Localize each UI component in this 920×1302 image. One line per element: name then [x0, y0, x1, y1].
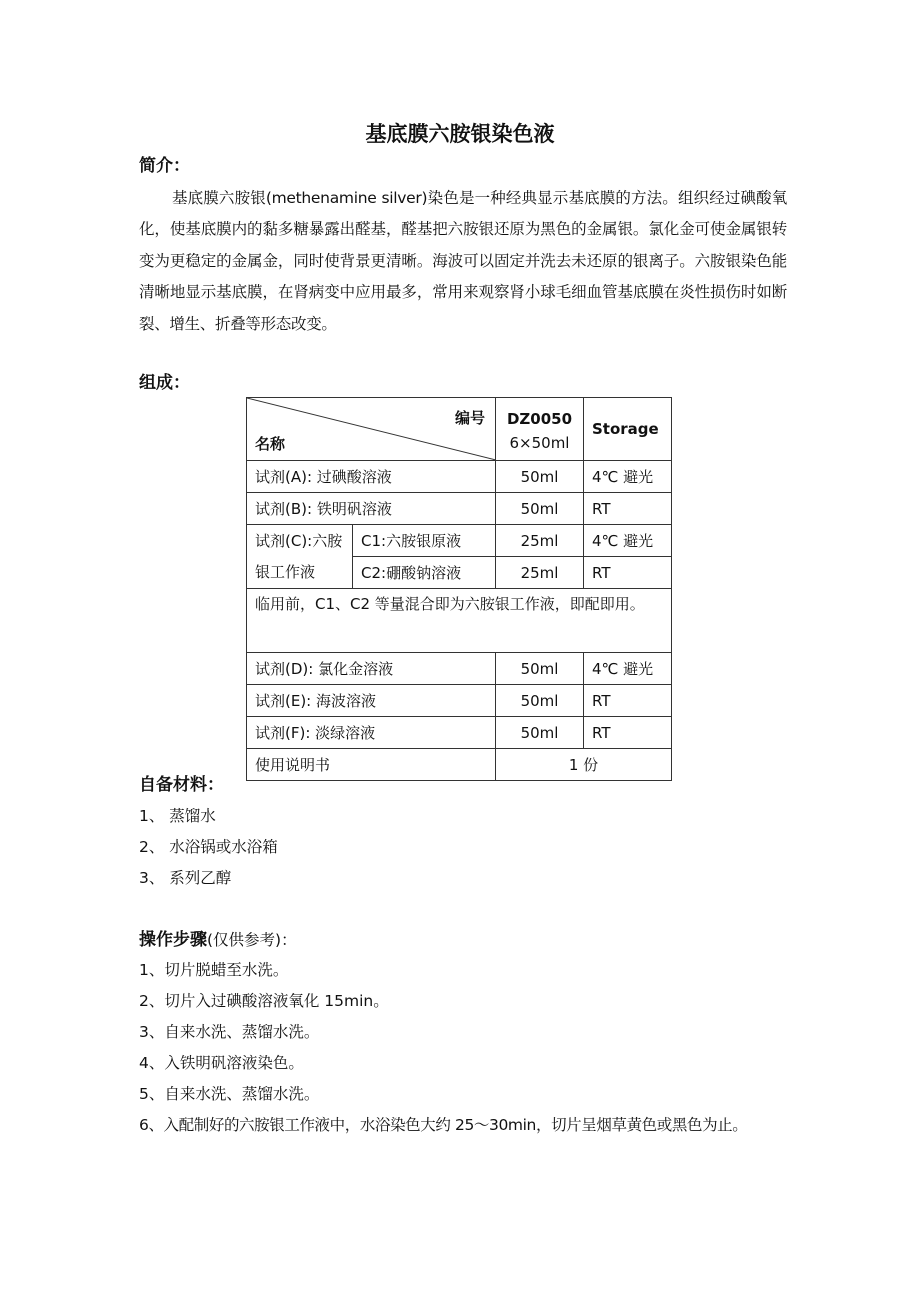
reagent-storage: 4℃ 避光 — [584, 525, 672, 557]
table-header-row — [247, 398, 672, 461]
reagent-volume: 25ml — [496, 525, 584, 557]
intro-heading: 简介： — [139, 156, 190, 176]
header-number-label: 编号 — [454, 409, 485, 427]
reagent-name: 试剂(A): 过碘酸溶液 — [247, 461, 496, 493]
mixing-note-cell — [247, 589, 672, 653]
reagent-volume: 50ml — [496, 493, 584, 525]
procedure-heading: 操作步骤 — [139, 930, 207, 950]
procedure-step-2: 2、切片入过碘酸溶液氧化 15min。 — [139, 992, 389, 1010]
table-row — [247, 685, 672, 717]
reagent-storage: 4℃ 避光 — [584, 653, 672, 685]
pack-size: 6×50ml — [509, 434, 570, 452]
reagent-name: 试剂(D): 氯化金溶液 — [247, 653, 496, 685]
composition-heading: 组成： — [139, 373, 190, 393]
procedure-step-1: 1、切片脱蜡至水洗。 — [139, 961, 289, 979]
procedure-step-3: 3、自来水洗、蒸馏水洗。 — [139, 1023, 320, 1041]
reagent-volume: 50ml — [496, 685, 584, 717]
header-diagonal-cell — [247, 398, 496, 461]
table-row — [247, 653, 672, 685]
header-storage-cell — [584, 398, 672, 461]
product-code: DZ0050 — [506, 410, 573, 428]
table-note-row — [247, 589, 672, 653]
table-row — [247, 749, 672, 781]
reagent-subitem-name: C1:六胺银原液 — [353, 525, 496, 557]
reagent-storage: 4℃ 避光 — [584, 461, 672, 493]
manual-count: 1 份 — [496, 749, 672, 781]
intro-text: 基底膜六胺银(methenamine silver)染色是一种经典显示基底膜的方法。组织经过碘酸氧化，使基底膜内的黏多糖暴露出醛基，醛基把六胺银还原为黑色的金属银。氯化金可使金属银转变为更稳定的金属金，同时使背景更清晰。海波可以固定并洗去未还原的银离子。六胺银染色能清晰地显示基底膜，在肾病变中应用最多，常用来观察肾小球毛细血管基底膜在炎性损伤时如断裂、增生、折叠等形态改变。 — [139, 189, 787, 333]
reagent-subitem-name: C2:硼酸钠溶液 — [353, 557, 496, 589]
reagent-name: 试剂(E): 海波溶液 — [247, 685, 496, 717]
mixing-note: 临用前，C1、C2 等量混合即为六胺银工作液，即配即用。 — [255, 595, 645, 613]
header-name-label: 名称 — [255, 435, 286, 453]
material-item-1: 1、 蒸馏水 — [139, 807, 216, 825]
materials-heading: 自备材料： — [139, 775, 224, 795]
reagent-storage: RT — [584, 685, 672, 717]
composition-table — [246, 397, 672, 781]
reagent-volume: 25ml — [496, 557, 584, 589]
manual-name: 使用说明书 — [247, 749, 496, 781]
reagent-volume: 50ml — [496, 461, 584, 493]
intro-paragraph — [139, 183, 787, 340]
table-row — [247, 525, 672, 557]
reagent-group-c-name: 试剂(C):六胺银工作液 — [247, 525, 353, 589]
header-product-cell — [496, 398, 584, 461]
storage-label: Storage — [592, 420, 659, 438]
reagent-name: 试剂(F): 淡绿溶液 — [247, 717, 496, 749]
reagent-storage: RT — [584, 493, 672, 525]
procedure-heading-note: (仅供参考)： — [207, 931, 297, 949]
material-item-2: 2、 水浴锅或水浴箱 — [139, 838, 278, 856]
reagent-storage: RT — [584, 717, 672, 749]
reagent-volume: 50ml — [496, 653, 584, 685]
procedure-step-6: 6、入配制好的六胺银工作液中，水浴染色大约 25～30min，切片呈烟草黄色或黑色为止。 — [139, 1116, 748, 1134]
procedure-heading-line — [139, 927, 297, 953]
reagent-storage: RT — [584, 557, 672, 589]
reagent-name: 试剂(B): 铁明矾溶液 — [247, 493, 496, 525]
reagent-volume: 50ml — [496, 717, 584, 749]
material-item-3: 3、 系列乙醇 — [139, 869, 232, 887]
table-row — [247, 493, 672, 525]
procedure-step-5: 5、自来水洗、蒸馏水洗。 — [139, 1085, 320, 1103]
procedure-step-4: 4、入铁明矾溶液染色。 — [139, 1054, 304, 1072]
table-row — [247, 717, 672, 749]
document-title: 基底膜六胺银染色液 — [365, 122, 555, 146]
table-row — [247, 461, 672, 493]
